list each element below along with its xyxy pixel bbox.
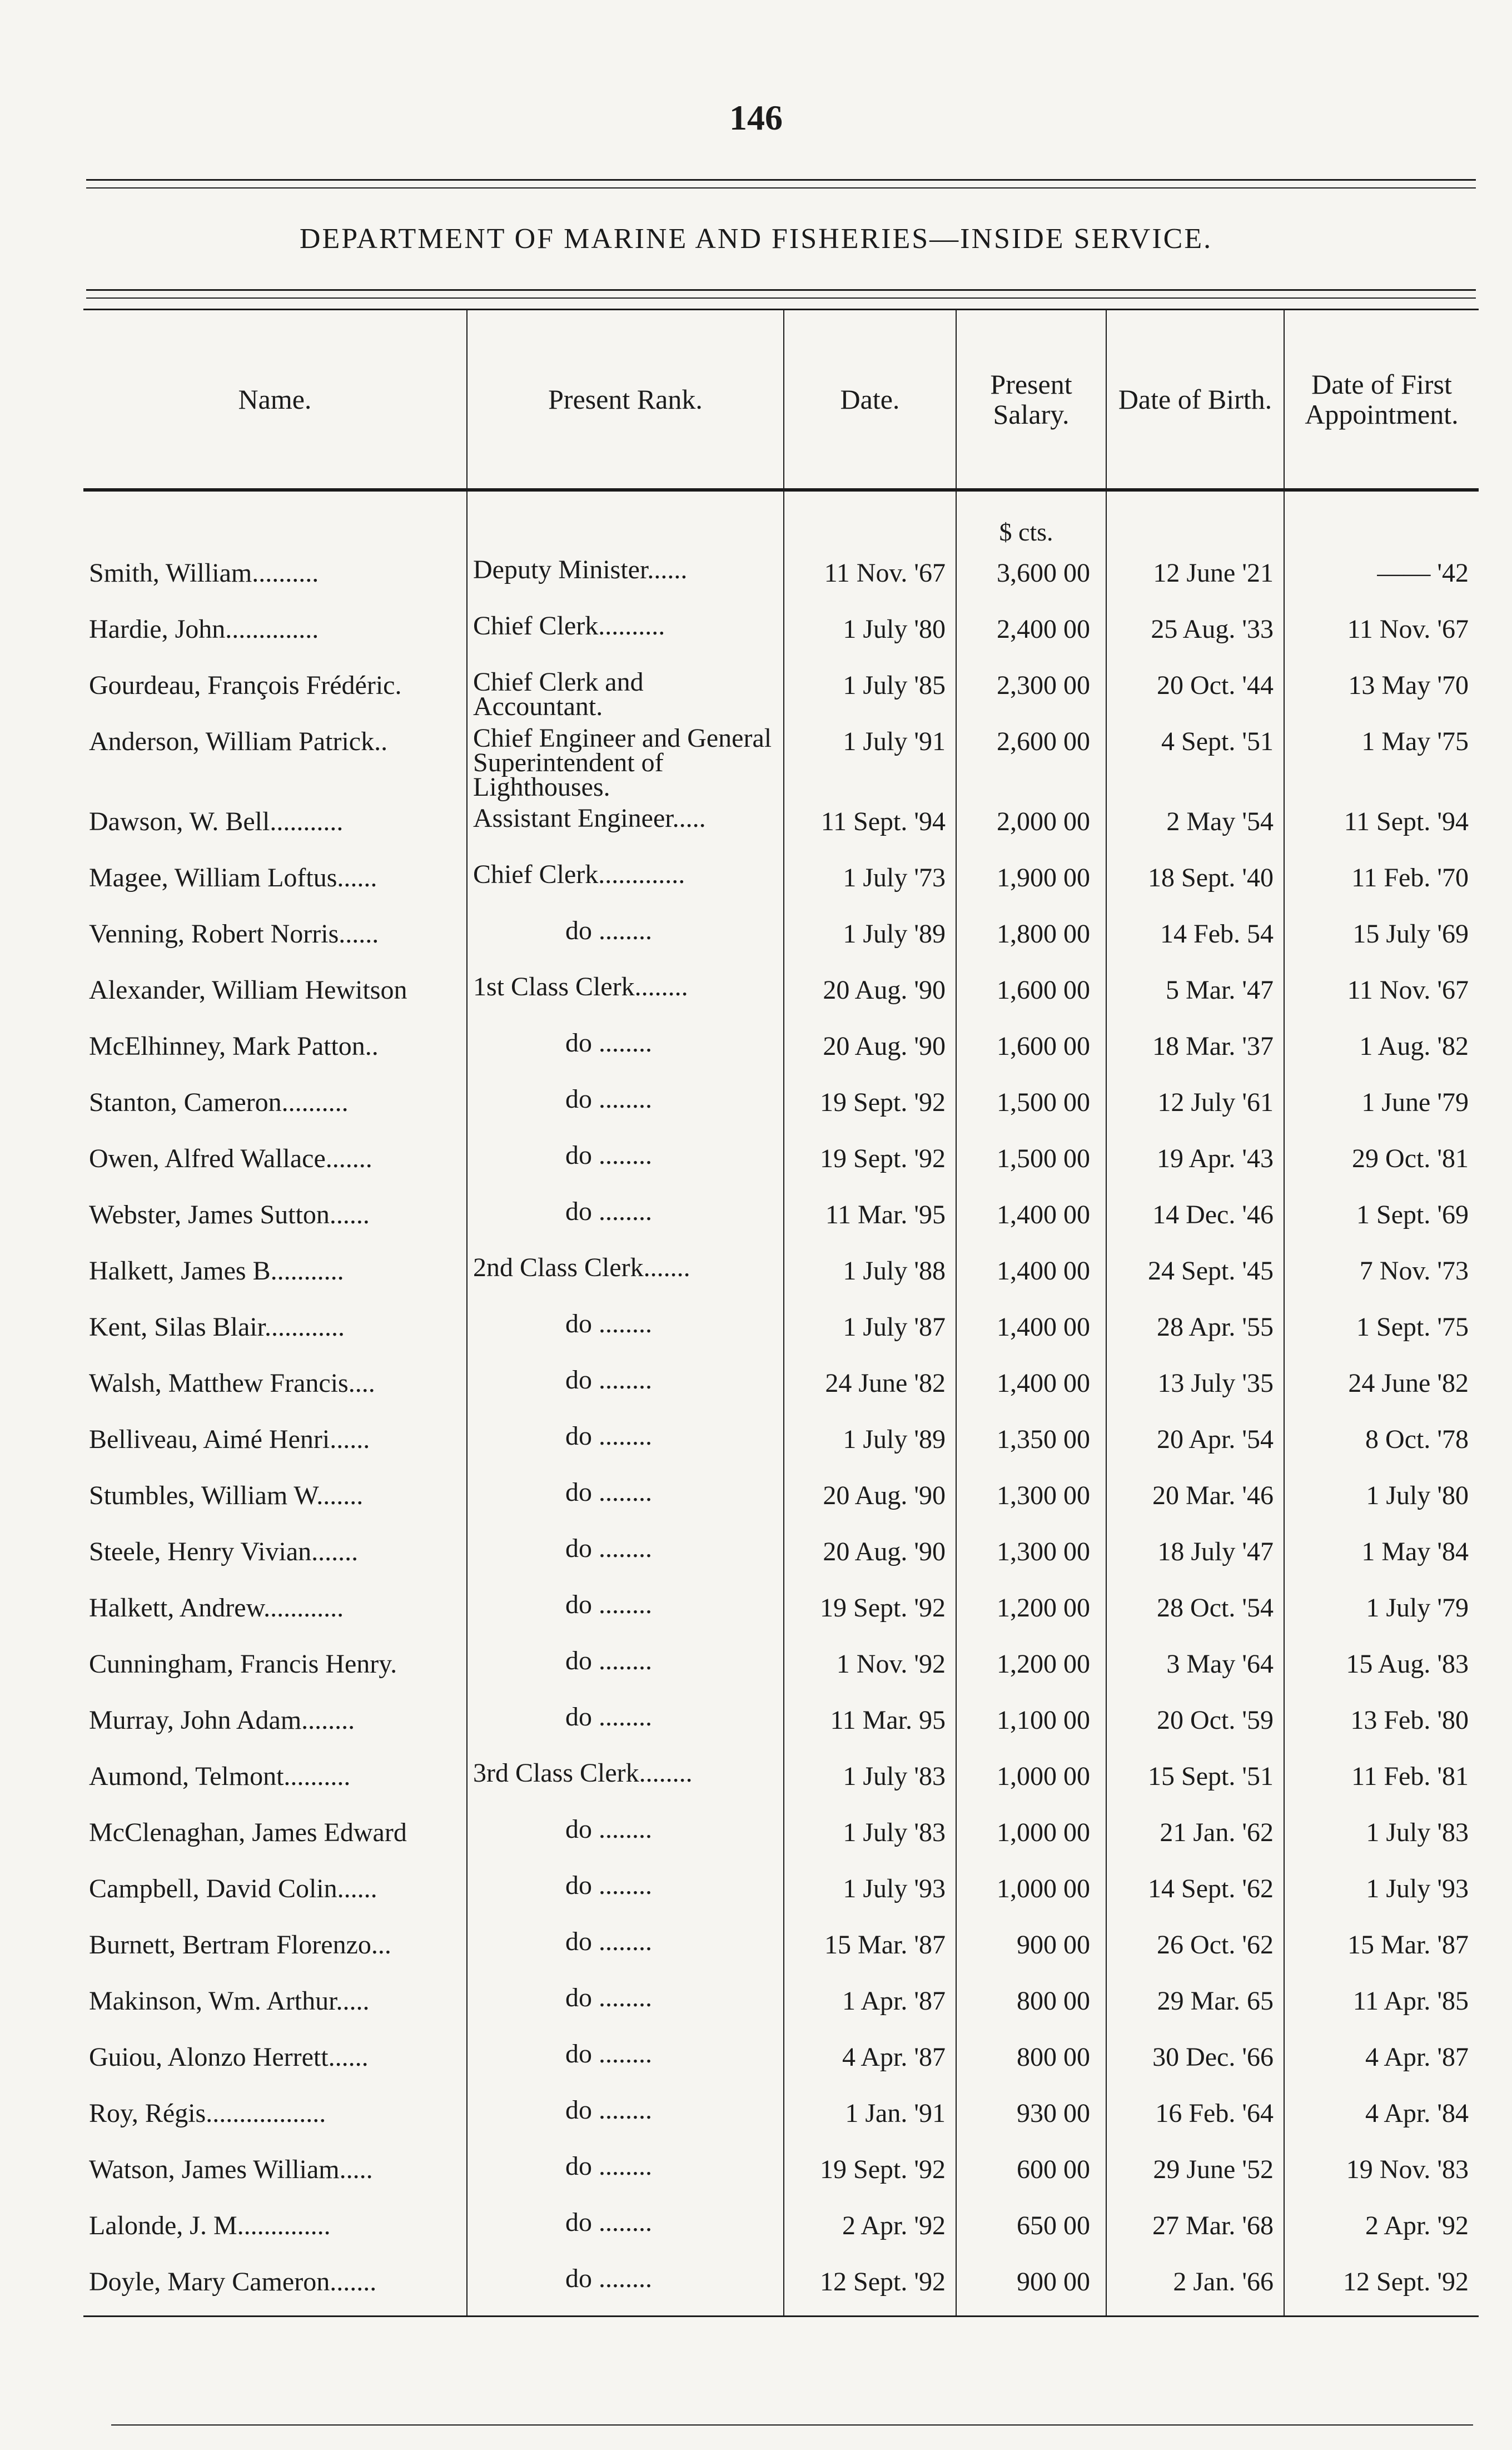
cell-salary: 600 00 bbox=[956, 2148, 1106, 2204]
cell-date: 20 Aug. '90 bbox=[784, 1474, 956, 1530]
cell-birth: 5 Mar. '47 bbox=[1106, 968, 1284, 1024]
cell-rank: do ........ bbox=[467, 1474, 784, 1530]
table-row bbox=[83, 1080, 1479, 1137]
cell-date: 2 Apr. '92 bbox=[784, 2204, 956, 2260]
cell-birth: 12 July '61 bbox=[1106, 1080, 1284, 1137]
cell-rank: Deputy Minister...... bbox=[467, 551, 784, 607]
cell-birth: 20 Oct. '59 bbox=[1106, 1698, 1284, 1754]
cell-rank: do ........ bbox=[467, 1305, 784, 1361]
cell-birth: 4 Sept. '51 bbox=[1106, 720, 1284, 800]
bottom-rule bbox=[111, 2424, 1473, 2426]
cell-salary: 2,400 00 bbox=[956, 607, 1106, 663]
table-row bbox=[83, 1474, 1479, 1530]
cell-rank: do ........ bbox=[467, 1642, 784, 1698]
cell-rank: do ........ bbox=[467, 1417, 784, 1474]
cell-rank: do ........ bbox=[467, 1080, 784, 1137]
cell-birth: 14 Sept. '62 bbox=[1106, 1867, 1284, 1923]
cell-name: Venning, Robert Norris...... bbox=[89, 919, 379, 949]
cell-first-appointment: 11 Nov. '67 bbox=[1284, 607, 1479, 663]
table-row bbox=[83, 1923, 1479, 1979]
cell-salary: 900 00 bbox=[956, 2260, 1106, 2316]
cell-birth: 25 Aug. '33 bbox=[1106, 607, 1284, 663]
cell-salary: 2,000 00 bbox=[956, 800, 1106, 856]
cell-salary: 1,000 00 bbox=[956, 1754, 1106, 1811]
cell-date: 11 Mar. 95 bbox=[784, 1698, 956, 1754]
table-row bbox=[83, 1979, 1479, 2035]
table-row bbox=[83, 1193, 1479, 1249]
units-cell-empty bbox=[1106, 490, 1284, 551]
cell-name: Guiou, Alonzo Herrett...... bbox=[89, 2042, 369, 2072]
column-header-date: Date. bbox=[784, 310, 956, 490]
cell-salary: 1,300 00 bbox=[956, 1530, 1106, 1586]
cell-rank: do ........ bbox=[467, 1923, 784, 1979]
cell-name: Cunningham, Francis Henry. bbox=[89, 1649, 397, 1679]
top-rule-thin bbox=[86, 187, 1476, 189]
cell-date: 1 July '91 bbox=[784, 720, 956, 800]
cell-first-appointment: 2 Apr. '92 bbox=[1284, 2204, 1479, 2260]
table-row bbox=[83, 551, 1479, 607]
cell-rank: Assistant Engineer..... bbox=[467, 800, 784, 856]
table-row bbox=[83, 1361, 1479, 1417]
cell-salary: 2,600 00 bbox=[956, 720, 1106, 800]
top-rule bbox=[86, 179, 1476, 181]
cell-salary: 1,900 00 bbox=[956, 856, 1106, 912]
cell-date: 15 Mar. '87 bbox=[784, 1923, 956, 1979]
cell-salary: 1,400 00 bbox=[956, 1249, 1106, 1305]
cell-date: 1 July '88 bbox=[784, 1249, 956, 1305]
table-row bbox=[83, 607, 1479, 663]
cell-name: Anderson, William Patrick.. bbox=[89, 727, 388, 756]
cell-name: Kent, Silas Blair............ bbox=[89, 1312, 345, 1342]
cell-salary: 800 00 bbox=[956, 1979, 1106, 2035]
cell-birth: 28 Apr. '55 bbox=[1106, 1305, 1284, 1361]
cell-salary: 1,600 00 bbox=[956, 1024, 1106, 1080]
cell-birth: 18 Mar. '37 bbox=[1106, 1024, 1284, 1080]
table-row bbox=[83, 968, 1479, 1024]
cell-first-appointment: 19 Nov. '83 bbox=[1284, 2148, 1479, 2204]
cell-date: 11 Mar. '95 bbox=[784, 1193, 956, 1249]
cell-first-appointment: —— '42 bbox=[1284, 551, 1479, 607]
title-rule bbox=[86, 289, 1476, 291]
cell-first-appointment: 15 Mar. '87 bbox=[1284, 1923, 1479, 1979]
cell-birth: 13 July '35 bbox=[1106, 1361, 1284, 1417]
cell-first-appointment: 11 Sept. '94 bbox=[1284, 800, 1479, 856]
cell-rank: do ........ bbox=[467, 1530, 784, 1586]
cell-first-appointment: 13 Feb. '80 bbox=[1284, 1698, 1479, 1754]
page-number: 146 bbox=[729, 98, 783, 137]
cell-date: 20 Aug. '90 bbox=[784, 1530, 956, 1586]
cell-rank: Chief Clerk............. bbox=[467, 856, 784, 912]
cell-birth: 21 Jan. '62 bbox=[1106, 1811, 1284, 1867]
table-row bbox=[83, 1530, 1479, 1586]
cell-date: 19 Sept. '92 bbox=[784, 2148, 956, 2204]
cell-birth: 2 Jan. '66 bbox=[1106, 2260, 1284, 2316]
cell-salary: 1,500 00 bbox=[956, 1080, 1106, 1137]
cell-first-appointment: 1 June '79 bbox=[1284, 1080, 1479, 1137]
units-cell-empty bbox=[1284, 490, 1479, 551]
table-row bbox=[83, 1586, 1479, 1642]
cell-first-appointment: 1 Sept. '75 bbox=[1284, 1305, 1479, 1361]
cell-first-appointment: 24 June '82 bbox=[1284, 1361, 1479, 1417]
column-header-rank: Present Rank. bbox=[467, 310, 784, 490]
cell-salary: 1,400 00 bbox=[956, 1361, 1106, 1417]
cell-date: 12 Sept. '92 bbox=[784, 2260, 956, 2316]
staff-table-container bbox=[83, 309, 1479, 2317]
units-cell-empty bbox=[467, 490, 784, 551]
cell-birth: 14 Dec. '46 bbox=[1106, 1193, 1284, 1249]
cell-rank: do ........ bbox=[467, 2204, 784, 2260]
cell-date: 1 July '93 bbox=[784, 1867, 956, 1923]
cell-rank: do ........ bbox=[467, 1586, 784, 1642]
cell-rank: 1st Class Clerk........ bbox=[467, 968, 784, 1024]
cell-date: 11 Nov. '67 bbox=[784, 551, 956, 607]
table-row bbox=[83, 856, 1479, 912]
cell-rank: do ........ bbox=[467, 2260, 784, 2316]
cell-rank: do ........ bbox=[467, 1811, 784, 1867]
cell-name: Burnett, Bertram Florenzo... bbox=[89, 1930, 391, 1960]
column-header-first-appointment: Date of First Appointment. bbox=[1284, 310, 1479, 490]
cell-salary: 1,200 00 bbox=[956, 1642, 1106, 1698]
cell-date: 19 Sept. '92 bbox=[784, 1586, 956, 1642]
cell-salary: 1,600 00 bbox=[956, 968, 1106, 1024]
cell-birth: 18 July '47 bbox=[1106, 1530, 1284, 1586]
cell-birth: 18 Sept. '40 bbox=[1106, 856, 1284, 912]
cell-birth: 20 Apr. '54 bbox=[1106, 1417, 1284, 1474]
cell-first-appointment: 4 Apr. '84 bbox=[1284, 2091, 1479, 2148]
cell-first-appointment: 1 Aug. '82 bbox=[1284, 1024, 1479, 1080]
cell-name: Smith, William.......... bbox=[89, 558, 319, 588]
cell-birth: 29 Mar. 65 bbox=[1106, 1979, 1284, 2035]
cell-rank: do ........ bbox=[467, 1193, 784, 1249]
cell-birth: 14 Feb. 54 bbox=[1106, 912, 1284, 968]
cell-first-appointment: 29 Oct. '81 bbox=[1284, 1137, 1479, 1193]
cell-salary: 1,350 00 bbox=[956, 1417, 1106, 1474]
cell-birth: 29 June '52 bbox=[1106, 2148, 1284, 2204]
cell-salary: 1,500 00 bbox=[956, 1137, 1106, 1193]
cell-birth: 3 May '64 bbox=[1106, 1642, 1284, 1698]
cell-date: 1 July '89 bbox=[784, 912, 956, 968]
cell-birth: 16 Feb. '64 bbox=[1106, 2091, 1284, 2148]
cell-date: 20 Aug. '90 bbox=[784, 968, 956, 1024]
cell-date: 4 Apr. '87 bbox=[784, 2035, 956, 2091]
cell-salary: 1,400 00 bbox=[956, 1193, 1106, 1249]
cell-name: Stumbles, William W....... bbox=[89, 1481, 364, 1510]
cell-salary: 650 00 bbox=[956, 2204, 1106, 2260]
cell-first-appointment: 1 Sept. '69 bbox=[1284, 1193, 1479, 1249]
cell-date: 1 July '83 bbox=[784, 1811, 956, 1867]
cell-first-appointment: 11 Nov. '67 bbox=[1284, 968, 1479, 1024]
cell-rank: do ........ bbox=[467, 1867, 784, 1923]
cell-rank: Chief Engineer and General Superintendent of Lighthouses. bbox=[467, 720, 784, 800]
staff-table bbox=[83, 309, 1479, 2317]
cell-first-appointment: 1 July '80 bbox=[1284, 1474, 1479, 1530]
table-row bbox=[83, 2148, 1479, 2204]
cell-first-appointment: 1 July '93 bbox=[1284, 1867, 1479, 1923]
cell-first-appointment: 11 Feb. '70 bbox=[1284, 856, 1479, 912]
cell-date: 1 July '83 bbox=[784, 1754, 956, 1811]
table-row bbox=[83, 2260, 1479, 2316]
cell-first-appointment: 11 Apr. '85 bbox=[1284, 1979, 1479, 2035]
cell-salary: 1,400 00 bbox=[956, 1305, 1106, 1361]
cell-name: Halkett, James B........... bbox=[89, 1256, 344, 1286]
cell-name: Watson, James William..... bbox=[89, 2155, 373, 2184]
cell-name: Dawson, W. Bell........... bbox=[89, 807, 344, 836]
table-row bbox=[83, 1642, 1479, 1698]
cell-date: 1 Jan. '91 bbox=[784, 2091, 956, 2148]
table-row bbox=[83, 2204, 1479, 2260]
cell-name: Stanton, Cameron.......... bbox=[89, 1088, 349, 1117]
cell-first-appointment: 1 May '75 bbox=[1284, 720, 1479, 800]
cell-first-appointment: 13 May '70 bbox=[1284, 663, 1479, 720]
cell-birth: 19 Apr. '43 bbox=[1106, 1137, 1284, 1193]
cell-salary: 1,800 00 bbox=[956, 912, 1106, 968]
cell-rank: do ........ bbox=[467, 2091, 784, 2148]
units-cell-empty bbox=[83, 490, 467, 551]
cell-rank: do ........ bbox=[467, 1698, 784, 1754]
column-header-salary: Present Salary. bbox=[956, 310, 1106, 490]
table-row bbox=[83, 1867, 1479, 1923]
table-row bbox=[83, 912, 1479, 968]
cell-first-appointment: 1 July '83 bbox=[1284, 1811, 1479, 1867]
cell-date: 1 July '80 bbox=[784, 607, 956, 663]
units-row bbox=[83, 490, 1479, 551]
column-header-birth: Date of Birth. bbox=[1106, 310, 1284, 490]
cell-birth: 2 May '54 bbox=[1106, 800, 1284, 856]
cell-first-appointment: 11 Feb. '81 bbox=[1284, 1754, 1479, 1811]
cell-name: Steele, Henry Vivian....... bbox=[89, 1537, 359, 1566]
cell-first-appointment: 1 July '79 bbox=[1284, 1586, 1479, 1642]
cell-name: Murray, John Adam........ bbox=[89, 1705, 355, 1735]
table-row bbox=[83, 1024, 1479, 1080]
cell-date: 19 Sept. '92 bbox=[784, 1137, 956, 1193]
cell-salary: 900 00 bbox=[956, 1923, 1106, 1979]
cell-rank: Chief Clerk.......... bbox=[467, 607, 784, 663]
table-row bbox=[83, 1698, 1479, 1754]
cell-first-appointment: 8 Oct. '78 bbox=[1284, 1417, 1479, 1474]
units-cell-empty bbox=[784, 490, 956, 551]
cell-birth: 27 Mar. '68 bbox=[1106, 2204, 1284, 2260]
cell-birth: 28 Oct. '54 bbox=[1106, 1586, 1284, 1642]
cell-name: Roy, Régis.................. bbox=[89, 2099, 326, 2128]
cell-rank: do ........ bbox=[467, 1137, 784, 1193]
cell-name: Webster, James Sutton...... bbox=[89, 1200, 370, 1229]
cell-name: Belliveau, Aimé Henri...... bbox=[89, 1425, 370, 1454]
table-row bbox=[83, 720, 1479, 800]
column-header-name: Name. bbox=[83, 310, 467, 490]
cell-name: Gourdeau, François Frédéric. bbox=[89, 671, 402, 700]
cell-birth: 12 June '21 bbox=[1106, 551, 1284, 607]
cell-salary: 1,000 00 bbox=[956, 1811, 1106, 1867]
cell-birth: 20 Oct. '44 bbox=[1106, 663, 1284, 720]
cell-name: Doyle, Mary Cameron....... bbox=[83, 2260, 467, 2316]
cell-birth: 15 Sept. '51 bbox=[1106, 1754, 1284, 1811]
cell-name: Magee, William Loftus...... bbox=[89, 863, 377, 892]
cell-date: 1 July '89 bbox=[784, 1417, 956, 1474]
table-row bbox=[83, 1249, 1479, 1305]
cell-first-appointment: 1 May '84 bbox=[1284, 1530, 1479, 1586]
cell-salary: 3,600 00 bbox=[956, 551, 1106, 607]
cell-salary: 800 00 bbox=[956, 2035, 1106, 2091]
cell-date: 19 Sept. '92 bbox=[784, 1080, 956, 1137]
cell-rank: do ........ bbox=[467, 1024, 784, 1080]
cell-salary: 1,200 00 bbox=[956, 1586, 1106, 1642]
cell-rank: do ........ bbox=[467, 2148, 784, 2204]
cell-name: Hardie, John.............. bbox=[89, 614, 319, 644]
table-row bbox=[83, 1417, 1479, 1474]
cell-rank: do ........ bbox=[467, 1979, 784, 2035]
cell-rank: do ........ bbox=[467, 1361, 784, 1417]
cell-date: 1 Nov. '92 bbox=[784, 1642, 956, 1698]
cell-salary: 1,000 00 bbox=[956, 1867, 1106, 1923]
cell-first-appointment: 12 Sept. '92 bbox=[1284, 2260, 1479, 2316]
cell-name: Halkett, Andrew............ bbox=[89, 1593, 344, 1623]
table-row bbox=[83, 663, 1479, 720]
cell-name: Makinson, Wm. Arthur..... bbox=[89, 1986, 370, 2016]
cell-rank: 3rd Class Clerk........ bbox=[467, 1754, 784, 1811]
cell-birth: 24 Sept. '45 bbox=[1106, 1249, 1284, 1305]
document-title: DEPARTMENT OF MARINE AND FISHERIES—INSIDE SERVICE. bbox=[299, 223, 1213, 255]
table-row bbox=[83, 1305, 1479, 1361]
table-row bbox=[83, 1811, 1479, 1867]
cell-date: 1 July '85 bbox=[784, 663, 956, 720]
cell-name: Alexander, William Hewitson bbox=[89, 975, 407, 1005]
salary-units: $ cts. bbox=[956, 490, 1106, 551]
cell-salary: 1,100 00 bbox=[956, 1698, 1106, 1754]
cell-rank: do ........ bbox=[467, 912, 784, 968]
cell-name: Aumond, Telmont.......... bbox=[89, 1762, 351, 1791]
cell-first-appointment: 7 Nov. '73 bbox=[1284, 1249, 1479, 1305]
cell-first-appointment: 15 July '69 bbox=[1284, 912, 1479, 968]
cell-birth: 30 Dec. '66 bbox=[1106, 2035, 1284, 2091]
cell-rank: 2nd Class Clerk....... bbox=[467, 1249, 784, 1305]
cell-salary: 1,300 00 bbox=[956, 1474, 1106, 1530]
cell-name: Campbell, David Colin...... bbox=[89, 1874, 377, 1903]
cell-birth: 20 Mar. '46 bbox=[1106, 1474, 1284, 1530]
cell-first-appointment: 15 Aug. '83 bbox=[1284, 1642, 1479, 1698]
table-row bbox=[83, 800, 1479, 856]
cell-salary: 930 00 bbox=[956, 2091, 1106, 2148]
cell-salary: 2,300 00 bbox=[956, 663, 1106, 720]
cell-rank: Chief Clerk and Accountant. bbox=[467, 663, 784, 720]
cell-rank: do ........ bbox=[467, 2035, 784, 2091]
table-body bbox=[83, 490, 1479, 2316]
cell-date: 1 July '87 bbox=[784, 1305, 956, 1361]
cell-name: Lalonde, J. M.............. bbox=[89, 2211, 331, 2240]
cell-name: McClenaghan, James Edward bbox=[89, 1818, 407, 1847]
table-row bbox=[83, 1137, 1479, 1193]
table-row bbox=[83, 2035, 1479, 2091]
cell-name: Owen, Alfred Wallace....... bbox=[89, 1144, 372, 1173]
title-rule-thin bbox=[86, 297, 1476, 299]
cell-name: Walsh, Matthew Francis.... bbox=[89, 1368, 375, 1398]
cell-date: 24 June '82 bbox=[784, 1361, 956, 1417]
table-header-row bbox=[83, 310, 1479, 490]
table-row bbox=[83, 2091, 1479, 2148]
cell-birth: 26 Oct. '62 bbox=[1106, 1923, 1284, 1979]
table-row bbox=[83, 1754, 1479, 1811]
cell-first-appointment: 4 Apr. '87 bbox=[1284, 2035, 1479, 2091]
cell-date: 20 Aug. '90 bbox=[784, 1024, 956, 1080]
cell-date: 11 Sept. '94 bbox=[784, 800, 956, 856]
cell-date: 1 Apr. '87 bbox=[784, 1979, 956, 2035]
cell-date: 1 July '73 bbox=[784, 856, 956, 912]
cell-name: McElhinney, Mark Patton.. bbox=[89, 1031, 379, 1061]
